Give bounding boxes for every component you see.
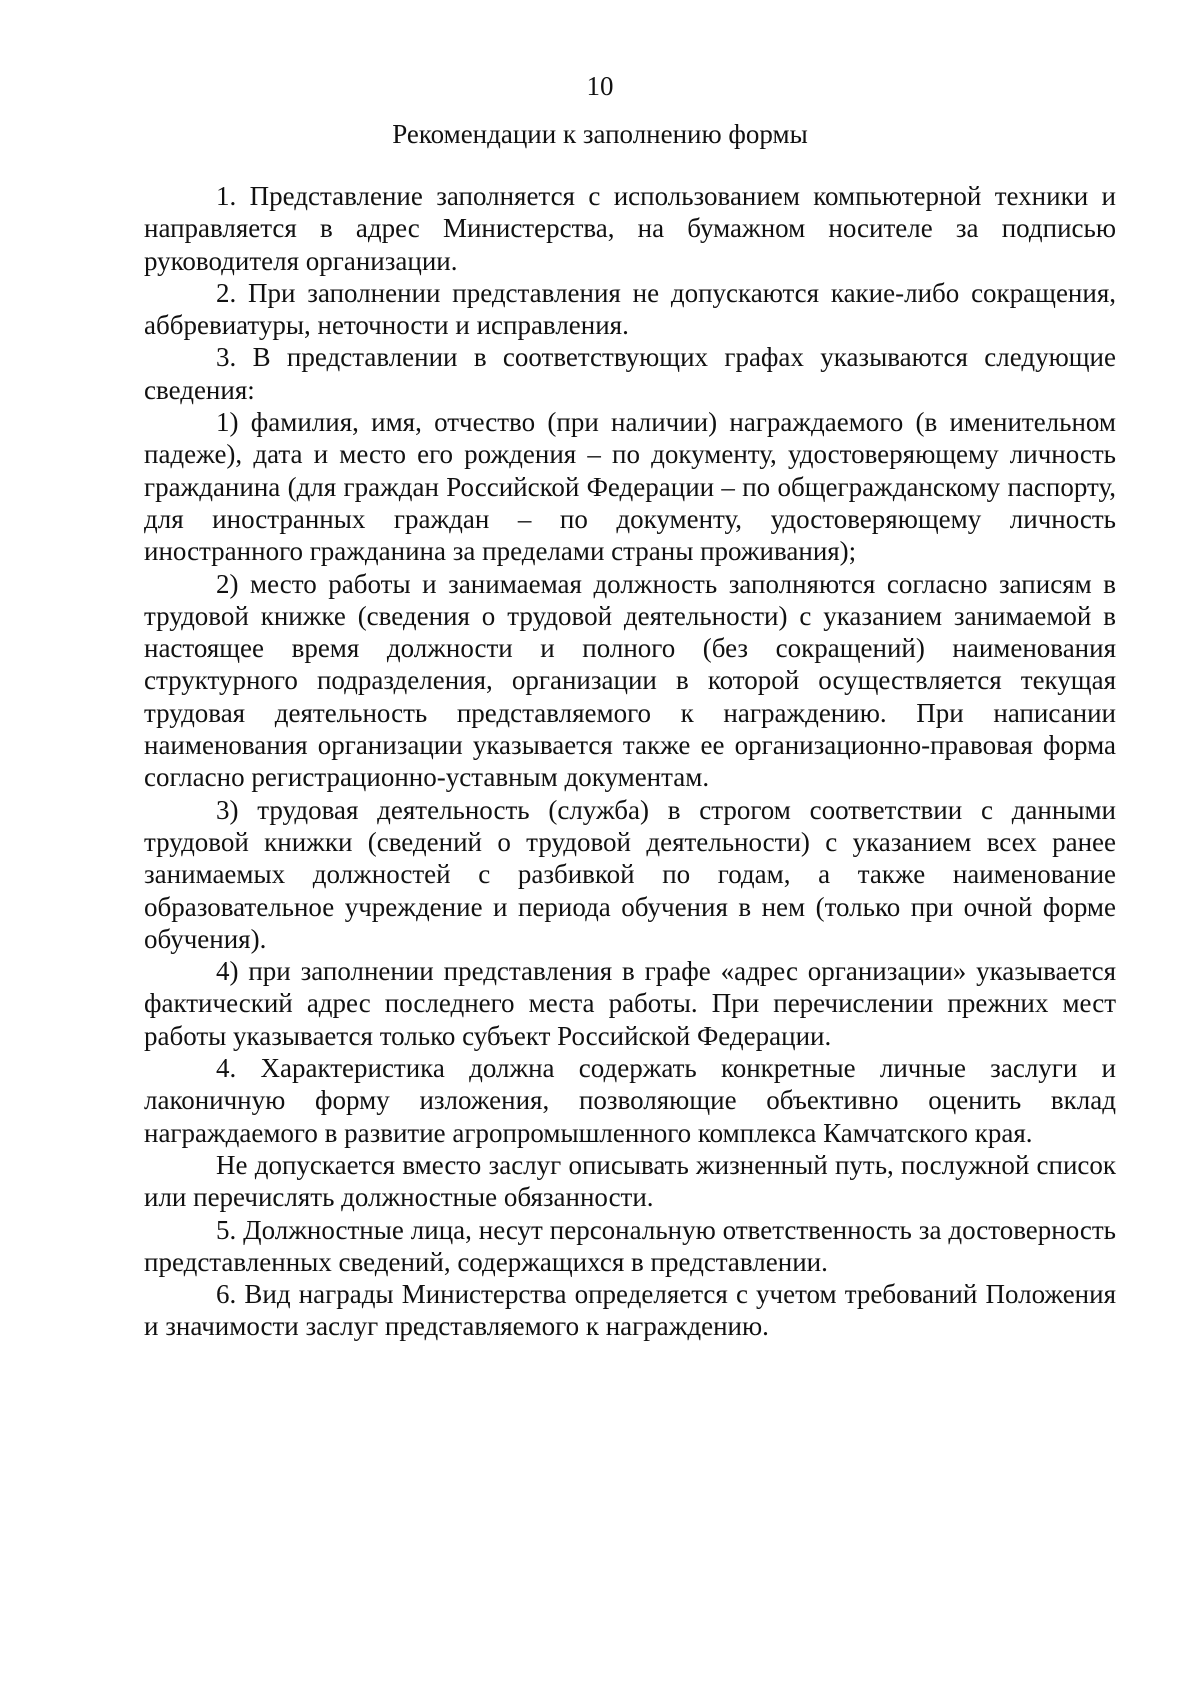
- paragraph-4: 4. Характеристика должна содержать конкретные личные заслуги и лаконичную форму изложения, позволяющие объективно оценить вклад награждаемого в развитие агропромышленного комплекса Камчатского края.: [144, 1053, 1116, 1148]
- paragraph-2: 2. При заполнении представления не допускаются какие-либо сокращения, аббревиатуры, неточности и исправления.: [144, 277, 1116, 341]
- paragraph-1: 1. Представление заполняется с использованием компьютерной техники и направляется в адрес Министерства, на бумажном носителе за подписью руководителя организации.: [144, 181, 1116, 276]
- paragraph-3-item-2: 2) место работы и занимаемая должность заполняются согласно записям в трудовой книжке (сведения о трудовой деятельности) с указанием занимаемой в настоящее время должности и полного (без сокращений) наименования структурного подразделения, организации в которой осуществляется текущая трудовая деятельность представляемого к награждению. При написании наименования организации указывается также ее организационно-правовая форма согласно регистрационно-уставным документам.: [144, 568, 1116, 793]
- paragraph-3: 3. В представлении в соответствующих графах указываются следующие сведения:: [144, 342, 1116, 405]
- document-body: [144, 180, 1116, 1343]
- document-title: Рекомендации к заполнению формы: [392, 119, 808, 149]
- paragraph-3-item-3: 3) трудовая деятельность (служба) в строгом соответствии с данными трудовой книжки (сведений о трудовой деятельности) с указанием всех ранее занимаемых должностей с разбивкой по годам, а также наименование образовательное учреждение и периода обучения в нем (только при очной форме обучения).: [144, 794, 1116, 954]
- paragraph-6: 6. Вид награды Министерства определяется с учетом требований Положения и значимости заслуг представляемого к награждению.: [144, 1279, 1116, 1342]
- paragraph-5: 5. Должностные лица, несут персональную ответственность за достоверность представленных сведений, содержащихся в представлении.: [144, 1214, 1116, 1277]
- paragraph-4-note: Не допускается вместо заслуг описывать жизненный путь, послужной список или перечислять должностные обязанности.: [144, 1149, 1116, 1213]
- page-number: 10: [586, 71, 614, 101]
- paragraph-3-item-4: 4) при заполнении представления в графе «адрес организации» указывается фактический адрес последнего места работы. При перечислении прежних мест работы указывается только субъект Российской Федерации.: [144, 956, 1116, 1051]
- paragraph-3-item-1: 1) фамилия, имя, отчество (при наличии) награждаемого (в именительном падеже), дата и место его рождения – по документу, удостоверяющему личность гражданина (для граждан Российской Федерации – по общегражданскому паспорту, для иностранных граждан – по документу, удостоверяющему личность иностранного гражданина за пределами страны проживания);: [144, 407, 1116, 567]
